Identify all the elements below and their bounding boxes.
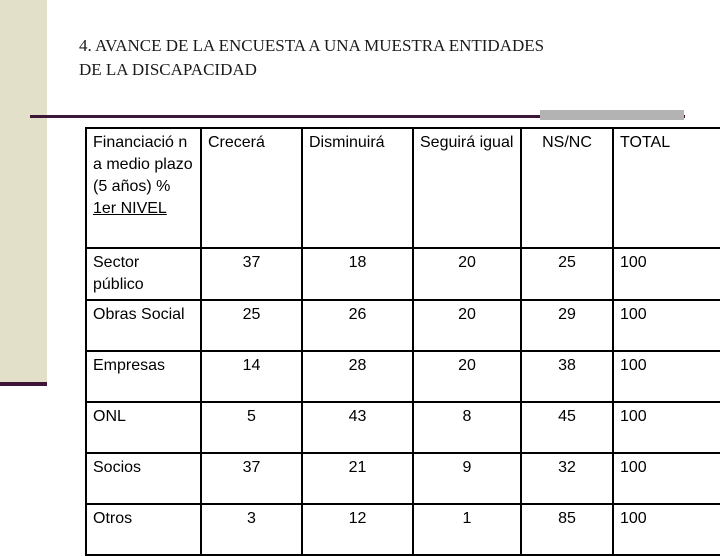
slide-title-line-1: 4. AVANCE DE LA ENCUESTA A UNA MUESTRA ENTIDADES: [79, 36, 545, 55]
cell-total: 100: [613, 504, 720, 555]
cell-crecera: 37: [201, 453, 302, 504]
row-label: Empresas: [86, 351, 201, 402]
table-row: [86, 248, 720, 300]
row-label: Otros: [86, 504, 201, 555]
cell-crecera: 5: [201, 402, 302, 453]
cell-disminuira: 28: [302, 351, 413, 402]
cell-seguira-igual: 1: [413, 504, 521, 555]
row-label: Socios: [86, 453, 201, 504]
header-financiacion-label: Financiació n a medio plazo (5 años) %: [93, 134, 193, 195]
slide-title-line-2: DE LA DISCAPACIDAD: [79, 60, 257, 79]
cell-nsnc: 32: [521, 453, 613, 504]
cell-disminuira: 12: [302, 504, 413, 555]
table-row: [86, 402, 720, 453]
cell-seguira-igual: 20: [413, 248, 521, 300]
cell-nsnc: 29: [521, 300, 613, 351]
header-nivel-label: 1er NIVEL: [93, 200, 167, 217]
cell-nsnc: 85: [521, 504, 613, 555]
table-row: [86, 453, 720, 504]
row-label: Sector público: [86, 248, 201, 300]
cell-total: 100: [613, 351, 720, 402]
table-row: [86, 300, 720, 351]
funding-table: [85, 127, 720, 556]
header-total: TOTAL: [613, 128, 720, 248]
cell-total: 100: [613, 402, 720, 453]
cell-crecera: 14: [201, 351, 302, 402]
cell-total: 100: [613, 300, 720, 351]
decorative-side-bar: [0, 0, 47, 382]
cell-total: 100: [613, 248, 720, 300]
header-disminuira: Disminuirá: [302, 128, 413, 248]
header-financiacion: [86, 128, 201, 248]
title-divider-accent: [540, 110, 684, 120]
cell-total: 100: [613, 453, 720, 504]
row-label: Obras Social: [86, 300, 201, 351]
decorative-side-bar-end: [0, 382, 47, 386]
cell-seguira-igual: 20: [413, 351, 521, 402]
cell-disminuira: 18: [302, 248, 413, 300]
table-header-row: [86, 128, 720, 248]
cell-nsnc: 25: [521, 248, 613, 300]
header-seguira-igual: Seguirá igual: [413, 128, 521, 248]
cell-disminuira: 21: [302, 453, 413, 504]
table-row: [86, 351, 720, 402]
table-row: [86, 504, 720, 555]
header-crecera: Crecerá: [201, 128, 302, 248]
cell-seguira-igual: 20: [413, 300, 521, 351]
cell-seguira-igual: 8: [413, 402, 521, 453]
slide-title: [79, 34, 699, 82]
row-label: ONL: [86, 402, 201, 453]
cell-nsnc: 38: [521, 351, 613, 402]
cell-crecera: 37: [201, 248, 302, 300]
header-nsnc: NS/NC: [521, 128, 613, 248]
cell-disminuira: 26: [302, 300, 413, 351]
cell-seguira-igual: 9: [413, 453, 521, 504]
cell-disminuira: 43: [302, 402, 413, 453]
cell-crecera: 3: [201, 504, 302, 555]
cell-nsnc: 45: [521, 402, 613, 453]
cell-crecera: 25: [201, 300, 302, 351]
